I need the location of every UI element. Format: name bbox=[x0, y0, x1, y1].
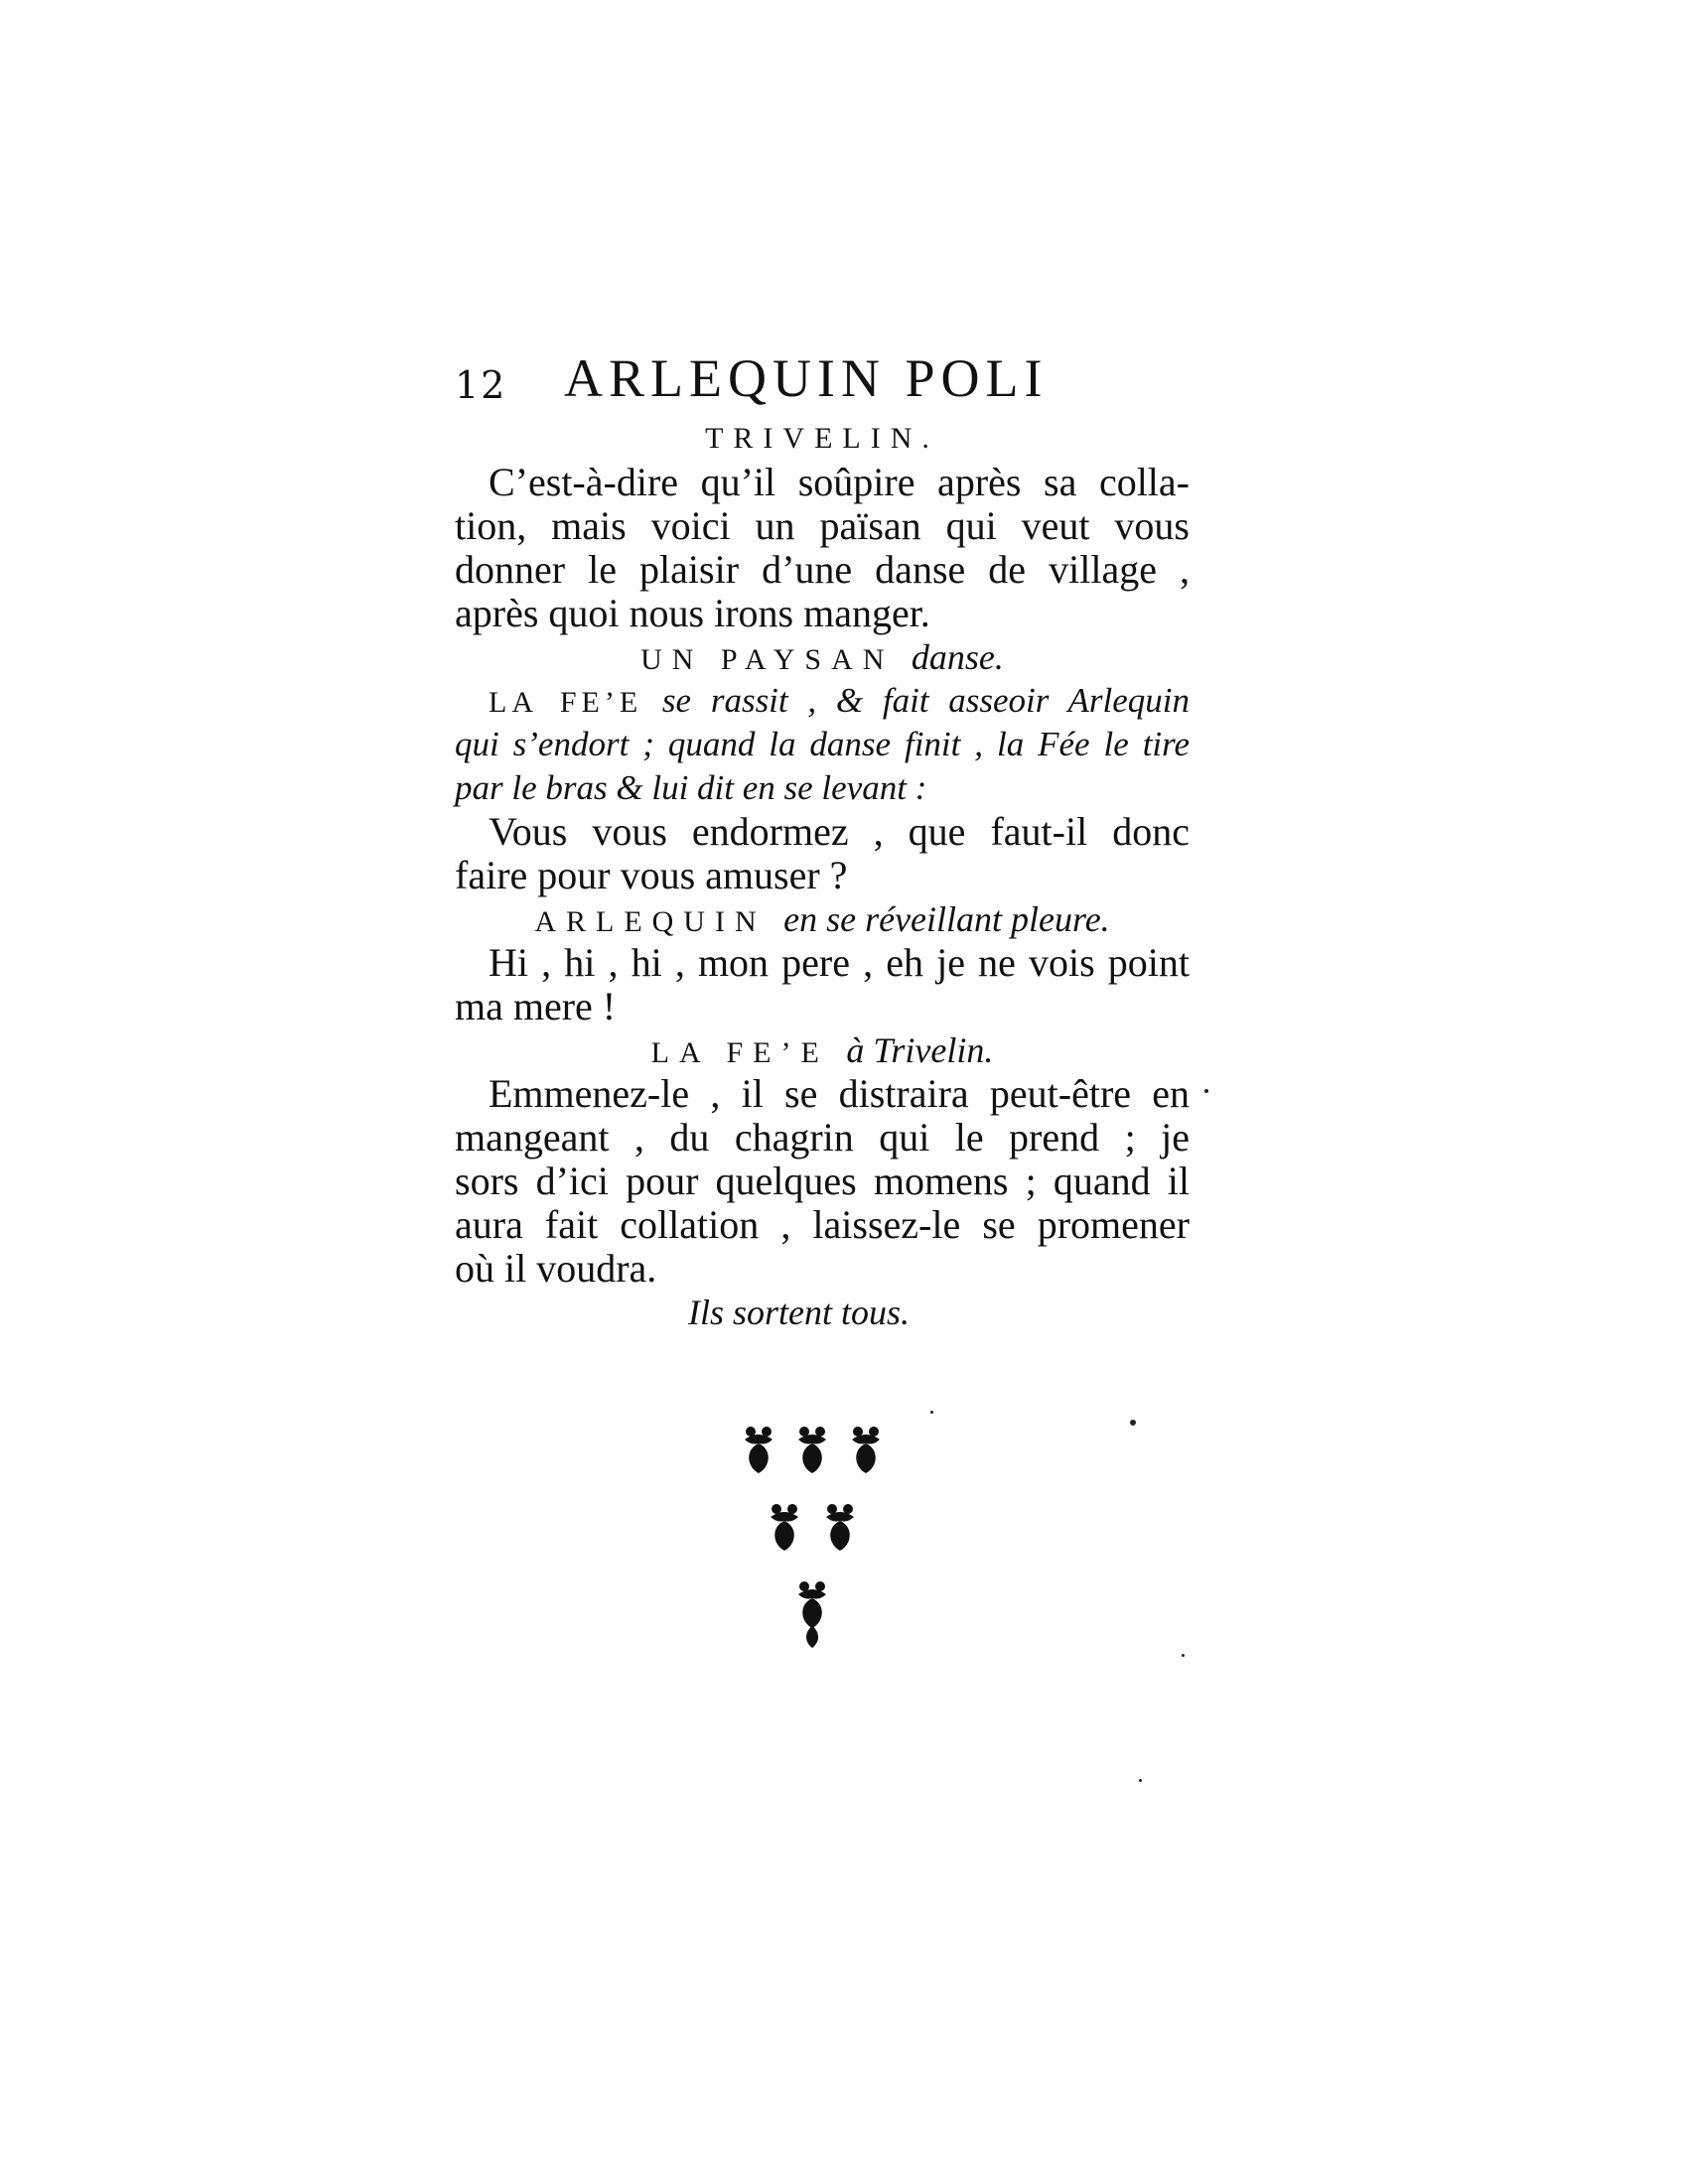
speech-line: donner le plaisir d’une danse de village , bbox=[455, 547, 1190, 592]
stage-direction-line: par le bras & lui dit en se levant : bbox=[455, 768, 927, 807]
stage-direction: en se réveillant pleure. bbox=[783, 899, 1110, 939]
page-number: 12 bbox=[455, 363, 507, 407]
stage-direction: à Trivelin. bbox=[846, 1030, 994, 1070]
print-speck bbox=[930, 1411, 933, 1414]
speaker-name: LA FE’E bbox=[650, 1036, 829, 1069]
speech-line: C’est-à-dire qu’il soûpire après sa colla- bbox=[489, 460, 1190, 504]
stage-direction: danse. bbox=[911, 637, 1004, 677]
speaker-name: UN PAYSAN bbox=[640, 643, 895, 676]
running-title: ARLEQUIN POLI bbox=[564, 348, 1049, 408]
speech-line: mangeant , du chagrin qui le prend ; je bbox=[455, 1115, 1190, 1160]
speech-line: faire pour vous amuser ? bbox=[455, 853, 848, 897]
stage-direction-line bbox=[455, 679, 1190, 723]
speaker-heading bbox=[455, 1028, 1190, 1072]
print-speck bbox=[1204, 1089, 1208, 1093]
dance-heading bbox=[455, 635, 1190, 679]
speaker-name: TRIVELIN. bbox=[705, 422, 939, 455]
exit-direction: Ils sortent tous. bbox=[688, 1293, 911, 1332]
stage-direction-line: qui s’endort ; quand la danse finit , la Fée le tire bbox=[455, 725, 1190, 763]
print-speck bbox=[1139, 1779, 1142, 1782]
fleuron-icon bbox=[733, 1422, 892, 1650]
speech-line: où il voudra. bbox=[455, 1246, 657, 1291]
play-text bbox=[455, 417, 1190, 1334]
print-speck bbox=[1182, 1654, 1185, 1657]
speech-line: sors d’ici pour quelques momens ; quand il bbox=[455, 1159, 1190, 1203]
speaker-heading bbox=[455, 897, 1190, 941]
speech-line: Emmenez-le , il se distraira peut-être en bbox=[489, 1071, 1190, 1116]
speech-line: après quoi nous irons manger. bbox=[455, 591, 930, 635]
speech-line: Vous vous endormez , que faut-il donc bbox=[489, 809, 1190, 854]
speaker-heading bbox=[455, 417, 1190, 461]
speech-line: aura fait collation , laissez-le se promener bbox=[455, 1202, 1190, 1247]
speech-line: Hi , hi , hi , mon pere , eh je ne vois point bbox=[489, 940, 1190, 985]
speech-line: ma mere ! bbox=[455, 984, 617, 1028]
stage-direction-text: se rassit , & fait asseoir Arlequin bbox=[661, 681, 1190, 720]
print-speck bbox=[1130, 1420, 1136, 1426]
speaker-name: LA FE’E bbox=[489, 686, 643, 719]
running-head bbox=[455, 347, 1190, 417]
speaker-name: ARLEQUIN bbox=[534, 905, 767, 938]
speech-line: tion, mais voici un païsan qui veut vous bbox=[455, 503, 1190, 548]
